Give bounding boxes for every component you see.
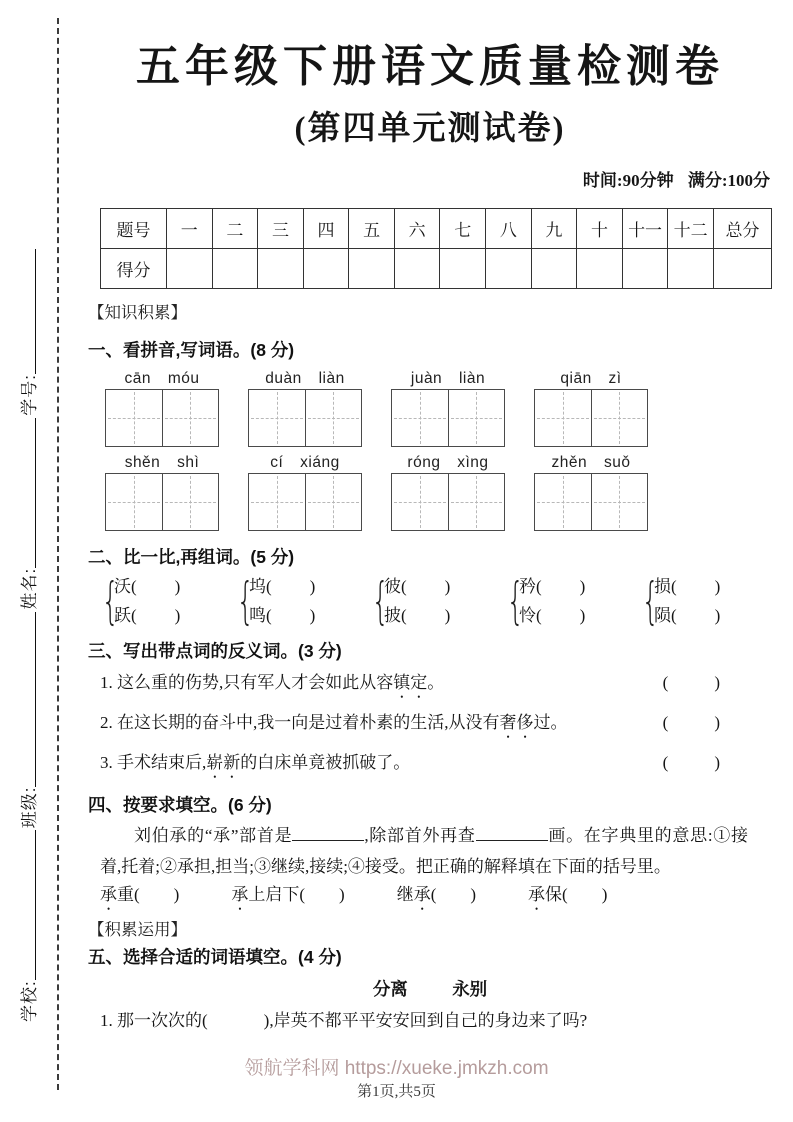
pair-bottom-line: [654, 601, 720, 630]
open-paren: (: [536, 606, 542, 625]
character-pair: [233, 572, 352, 630]
writing-box[interactable]: [105, 389, 219, 447]
brace-glyph: {: [506, 572, 525, 630]
writing-cell[interactable]: [448, 390, 505, 446]
pinyin-label: zhěn suǒ: [551, 454, 631, 471]
section4-heading: 四、按要求填空。(6 分): [88, 795, 272, 815]
writing-cell[interactable]: [591, 390, 648, 446]
writing-box[interactable]: [105, 473, 219, 531]
open-paren: (: [662, 673, 669, 692]
writing-cell[interactable]: [591, 474, 648, 530]
text-segment: 2. 在这长期的奋斗中,我一向是过着朴素的生活,从没有: [100, 713, 500, 732]
text-segment: 。: [427, 673, 445, 692]
header-cell: 题号: [101, 209, 167, 249]
character-pair: [368, 572, 487, 630]
word-option: 永别: [452, 979, 488, 999]
text-segment: 承: [413, 885, 431, 904]
answer-gap[interactable]: [436, 890, 470, 900]
main-content: [88, 0, 772, 1034]
answer-slot: [663, 710, 720, 742]
pair-top-line: [114, 572, 180, 601]
text-segment: 镇定: [393, 673, 428, 692]
text-segment: 上启下(: [248, 885, 306, 904]
open-paren: (: [671, 577, 677, 596]
score-input-cell[interactable]: [303, 249, 349, 289]
pair-top-line: [384, 572, 450, 601]
character-pair: [98, 572, 217, 630]
exam-meta: [88, 170, 772, 192]
text-segment: 过。: [533, 713, 568, 732]
writing-cell[interactable]: [305, 390, 362, 446]
text-segment: 承: [528, 885, 546, 904]
writing-box[interactable]: [391, 473, 505, 531]
compare-character: 彼: [384, 577, 401, 596]
text-segment: 保(: [545, 885, 568, 904]
writing-box[interactable]: [248, 389, 362, 447]
writing-cell[interactable]: [392, 390, 448, 446]
pinyin-item: [391, 369, 505, 447]
pair-bottom-line: [384, 601, 450, 630]
pair-bottom-line: [249, 601, 315, 630]
word-item: [397, 882, 476, 914]
text-segment: 承: [100, 885, 117, 904]
score-input-cell[interactable]: [394, 249, 440, 289]
antonym-sentence-row: [100, 750, 720, 782]
close-paren: ): [309, 577, 316, 596]
knowledge-section-label: 【知识积累】: [88, 304, 187, 322]
compare-character: 跃: [114, 606, 131, 625]
header-cell: 四: [303, 209, 349, 249]
brace-glyph: {: [236, 572, 255, 630]
text-segment: 3. 手术结束后,: [100, 753, 207, 772]
brace-glyph: {: [101, 572, 120, 630]
writing-cell[interactable]: [249, 474, 305, 530]
score-input-cell[interactable]: [440, 249, 486, 289]
page-subtitle: (第四单元测试卷): [294, 111, 566, 147]
word-item: [528, 882, 607, 914]
pinyin-item: [248, 453, 362, 531]
writing-cell[interactable]: [392, 474, 448, 530]
open-paren: (: [671, 606, 677, 625]
character-pairs-row: [98, 572, 772, 630]
open-paren: (: [401, 606, 407, 625]
close-paren: ): [444, 577, 451, 596]
student-info-fields: [12, 87, 42, 1022]
text-segment: 刘伯承的“承”部首是: [134, 826, 293, 845]
page-number: 第1页,共5页: [357, 1084, 436, 1100]
text-segment: 1. 这么重的伤势,只有军人才会如此从容: [100, 673, 394, 692]
pinyin-label: cān móu: [124, 370, 200, 387]
writing-cell[interactable]: [106, 474, 162, 530]
page-title: 五年级下册语文质量检测卷: [136, 42, 724, 91]
writing-cell[interactable]: [305, 474, 362, 530]
pair-top-line: [249, 572, 315, 601]
answer-slot: [663, 670, 720, 702]
usage-section-label: 【积累运用】: [88, 921, 187, 939]
pinyin-item: [534, 453, 648, 531]
answer-gap[interactable]: [305, 890, 339, 900]
open-paren: (: [266, 606, 272, 625]
close-paren: ): [174, 606, 181, 625]
open-paren: (: [266, 577, 272, 596]
answer-gap[interactable]: [208, 1016, 264, 1026]
student-id-field-label: 学号:: [19, 374, 39, 416]
header-cell: 九: [531, 209, 577, 249]
school-field-blank[interactable]: [35, 830, 36, 980]
header-cell: 六: [394, 209, 440, 249]
compare-character: 矜: [519, 577, 536, 596]
writing-cell[interactable]: [249, 390, 305, 446]
answer-gap[interactable]: [568, 890, 602, 900]
text-segment: ): [470, 885, 477, 904]
brace-glyph: {: [371, 572, 390, 630]
binding-dashed-line: [57, 18, 59, 1090]
header-cell: 三: [258, 209, 304, 249]
writing-box[interactable]: [534, 389, 648, 447]
score-input-cell[interactable]: [668, 249, 714, 289]
writing-cell[interactable]: [535, 474, 591, 530]
text-segment: 1. 那一次次的(: [100, 1011, 208, 1030]
score-row: [101, 249, 772, 289]
pair-bottom-line: [114, 601, 180, 630]
full-score: 满分:100分: [687, 171, 770, 190]
text-segment: ): [601, 885, 608, 904]
pinyin-item: [105, 369, 219, 447]
writing-box[interactable]: [534, 473, 648, 531]
score-input-cell[interactable]: [349, 249, 395, 289]
open-paren: (: [131, 606, 137, 625]
pinyin-label: cí xiáng: [270, 454, 340, 471]
fill-in-item: [100, 1008, 772, 1034]
pinyin-grid: [105, 369, 772, 531]
header-cell: 十二: [668, 209, 714, 249]
text-segment: 承: [231, 885, 249, 904]
word-options-row: [88, 978, 772, 1000]
header-cell: 五: [349, 209, 395, 249]
score-input-cell[interactable]: [167, 249, 213, 289]
writing-cell[interactable]: [535, 390, 591, 446]
writing-cell[interactable]: [162, 390, 219, 446]
sentence-text: [100, 750, 410, 782]
close-paren: ): [579, 606, 586, 625]
section3-heading: 三、写出带点词的反义词。(3 分): [88, 641, 342, 661]
close-paren: ): [714, 753, 720, 772]
name-field-blank[interactable]: [35, 418, 36, 568]
score-input-cell[interactable]: [531, 249, 577, 289]
close-paren: ): [444, 606, 451, 625]
text-segment: ): [173, 885, 180, 904]
pinyin-item: [248, 369, 362, 447]
antonym-sentence-row: [100, 670, 720, 702]
score-input-cell[interactable]: [258, 249, 304, 289]
pinyin-label: shěn shì: [124, 454, 200, 471]
open-paren: (: [662, 753, 669, 772]
time-limit: 时间:90分钟: [582, 171, 674, 190]
close-paren: ): [174, 577, 181, 596]
pinyin-item: [534, 369, 648, 447]
class-field-label: 班级:: [19, 786, 39, 829]
compare-character: 沃: [114, 577, 131, 596]
compare-character: 披: [384, 606, 401, 625]
pinyin-label: róng xìng: [407, 454, 489, 471]
header-cell: 一: [167, 209, 213, 249]
section2-heading: 二、比一比,再组词。(5 分): [88, 547, 295, 567]
score-input-cell[interactable]: [714, 249, 772, 289]
character-pair: [503, 572, 622, 630]
pair-bottom-line: [519, 601, 585, 630]
word-item: [100, 882, 179, 914]
school-field-label: 学校:: [19, 980, 39, 1022]
header-cell: 十: [577, 209, 623, 249]
header-cell: 八: [486, 209, 532, 249]
text-segment: 画。在字典里的意思:①接着,托着;②承担,担当;③继续,接续;④接受。把正确的解释填在下面的括号里。: [100, 826, 749, 876]
sentence-text: [100, 670, 444, 702]
answer-gap[interactable]: [140, 890, 174, 900]
header-cell: 二: [212, 209, 258, 249]
name-field-label: 姓名:: [19, 567, 39, 610]
close-paren: ): [714, 713, 720, 732]
open-paren: (: [536, 577, 542, 596]
header-cell: 七: [440, 209, 486, 249]
open-paren: (: [662, 713, 669, 732]
score-input-cell[interactable]: [212, 249, 258, 289]
text-segment: ,除部首外再查: [364, 826, 476, 845]
word-item: [231, 882, 344, 914]
pinyin-item: [105, 453, 219, 531]
writing-cell[interactable]: [162, 474, 219, 530]
text-segment: ): [339, 885, 345, 904]
close-paren: ): [714, 606, 721, 625]
header-cell: 总分: [714, 209, 772, 249]
pair-top-line: [654, 572, 720, 601]
score-table: [100, 208, 772, 289]
brace-glyph: {: [641, 572, 660, 630]
dictionary-paragraph: [100, 820, 748, 882]
sentence-text: [100, 710, 568, 742]
section5-heading: 五、选择合适的词语填空。(4 分): [88, 947, 342, 967]
student-id-field-blank[interactable]: [35, 249, 36, 374]
text-segment: 崭新: [206, 753, 241, 772]
writing-cell[interactable]: [106, 390, 162, 446]
answer-blank[interactable]: [292, 827, 364, 841]
text-segment: ),岸英不都平平安安回到自己的身边来了吗?: [263, 1011, 588, 1030]
watermark: 领航学科网 https://xueke.jmkzh.com: [244, 1058, 549, 1079]
close-paren: ): [714, 673, 720, 692]
text-segment: 奢侈: [499, 713, 534, 732]
writing-box[interactable]: [248, 473, 362, 531]
text-segment: 继: [396, 885, 414, 904]
antonym-sentence-row: [100, 710, 720, 742]
close-paren: ): [579, 577, 586, 596]
compare-character: 损: [654, 577, 671, 596]
text-segment: (: [430, 885, 437, 904]
class-field-blank[interactable]: [35, 612, 36, 787]
writing-box[interactable]: [391, 389, 505, 447]
compare-character: 坞: [249, 577, 266, 596]
score-input-cell[interactable]: [622, 249, 668, 289]
open-paren: (: [401, 577, 407, 596]
writing-cell[interactable]: [448, 474, 505, 530]
pinyin-label: qiān zì: [560, 370, 622, 387]
pinyin-item: [391, 453, 505, 531]
section1-heading: 一、看拼音,写词语。(8 分): [88, 340, 295, 360]
word-meaning-row: [100, 882, 772, 914]
pinyin-label: juàn liàn: [410, 370, 486, 387]
score-input-cell[interactable]: [486, 249, 532, 289]
header-cell: 十一: [622, 209, 668, 249]
character-pair: [638, 572, 757, 630]
close-paren: ): [309, 606, 316, 625]
score-row-label: 得分: [101, 249, 167, 289]
word-option: 分离: [372, 979, 408, 999]
text-segment: 重(: [117, 885, 140, 904]
pinyin-label: duàn liàn: [265, 370, 345, 387]
score-input-cell[interactable]: [577, 249, 623, 289]
compare-character: 陨: [654, 606, 671, 625]
answer-slot: [663, 750, 720, 782]
close-paren: ): [714, 577, 721, 596]
pair-top-line: [519, 572, 585, 601]
text-segment: 的白床单竟被抓破了。: [240, 753, 411, 772]
compare-character: 怜: [519, 606, 536, 625]
answer-blank[interactable]: [476, 827, 548, 841]
question-number-row: [101, 209, 772, 249]
compare-character: 鸣: [249, 606, 266, 625]
open-paren: (: [131, 577, 137, 596]
